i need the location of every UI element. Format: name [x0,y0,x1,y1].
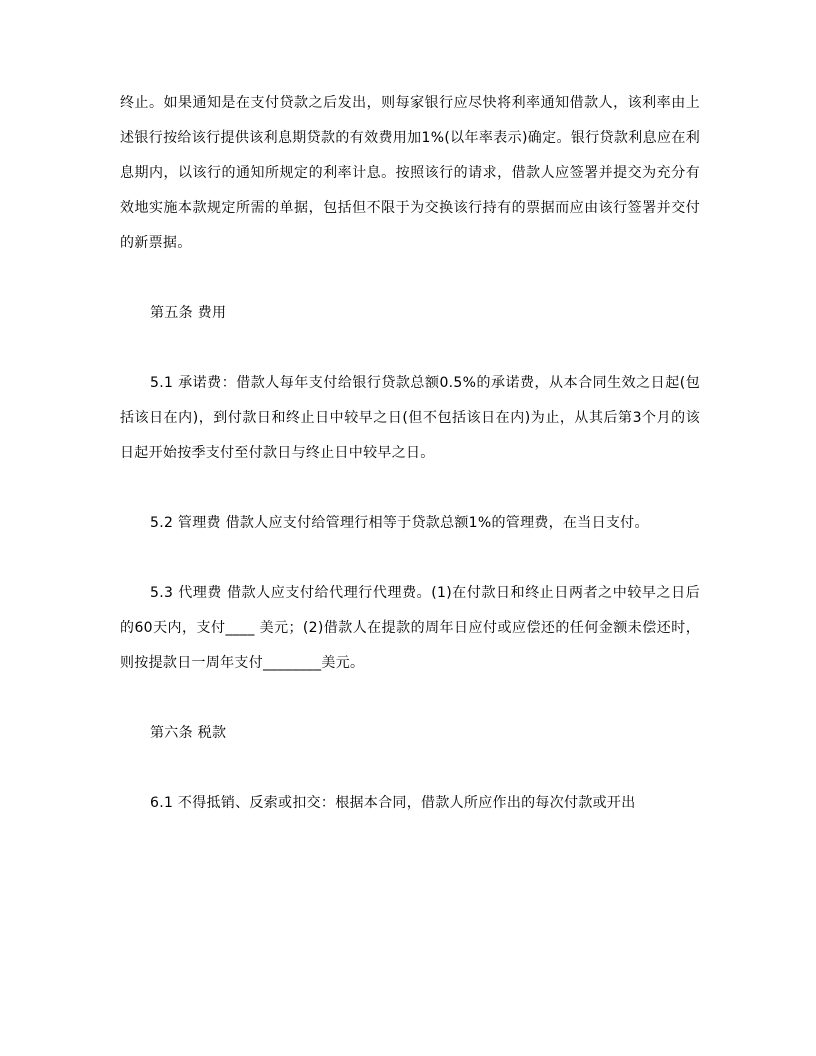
article-6-heading: 第六条 税款 [150,725,227,741]
clause-5-1: 5.1 承诺费：借款人每年支付给银行贷款总额0.5%的承诺费，从本合同生效之日起(包括该日在内)，到付款日和终止日中较早之日(但不包括该日在内)为止，从其后第3个月的该日起开始按季支付至付款日与终止日中较早之日。 [120,375,700,461]
clause-5-2: 5.2 管理费 借款人应支付给管理行相等于贷款总额1%的管理费，在当日支付。 [150,515,649,531]
clause-6-1: 6.1 不得抵销、反索或扣交：根据本合同，借款人所应作出的每次付款或开出 [150,795,636,811]
clause-5-3: 5.3 代理费 借款人应支付给代理行代理费。(1)在付款日和终止日两者之中较早之日后的60天内，支付____ 美元；(2)借款人在提款的周年日应付或应偿还的任何金额未偿还时，则按提款日一周年支付________美元。 [120,585,700,671]
article-5-heading: 第五条 费用 [150,305,227,321]
document-body [120,86,700,821]
paragraph-continuation: 终止。如果通知是在支付贷款之后发出，则每家银行应尽快将利率通知借款人，该利率由上述银行按给该行提供该利息期贷款的有效费用加1%(以年率表示)确定。银行贷款利息应在利息期内，以该行的通知所规定的利率计息。按照该行的请求，借款人应签署并提交为充分有效地实施本款规定所需的单据，包括但不限于为交换该行持有的票据而应由该行签署并交付的新票据。 [120,95,700,251]
